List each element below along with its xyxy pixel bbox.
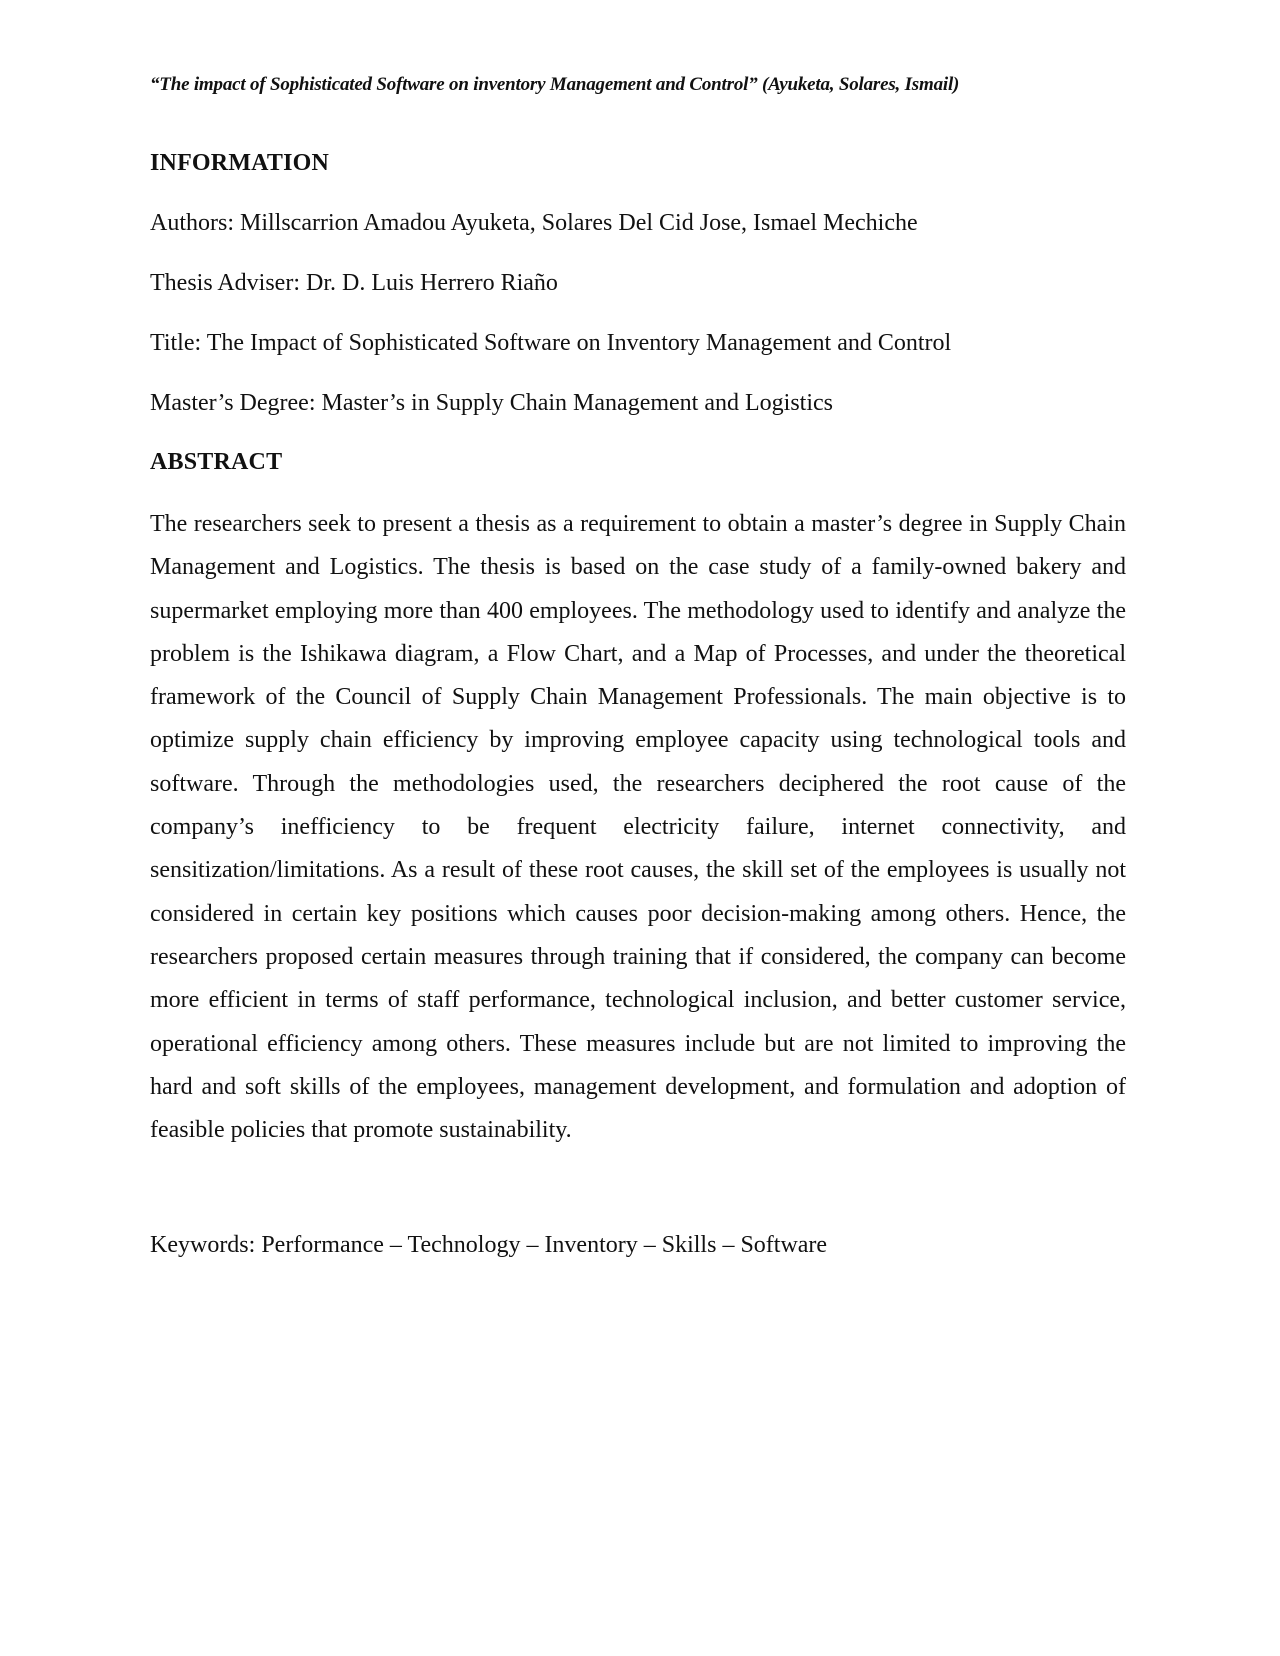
authors-line: Authors: Millscarrion Amadou Ayuketa, Solares Del Cid Jose, Ismael Mechiche [150,210,918,236]
information-heading: INFORMATION [150,150,330,176]
running-header: “The impact of Sophisticated Software on inventory Management and Control” (Ayuketa, Solares, Ismail) [150,74,960,95]
abstract-body: The researchers seek to present a thesis as a requirement to obtain a master’s degree in Supply Chain Management and Logistics. The thesis is based on the case study of a family-owned bakery and supermarket employing more than 400 employees. The methodology used to identify and analyze the problem is the Ishikawa diagram, a Flow Chart, and a Map of Processes, and under the theoretical framework of the Council of Supply Chain Management Professionals. The main objective is to optimize supply chain efficiency by improving employee capacity using technological tools and software. Through the methodologies used, the researchers deciphered the root cause of the company’s inefficiency to be frequent electricity failure, internet connectivity, and sensitization/limitations. As a result of these root causes, the skill set of the employees is usually not considered in certain key positions which causes poor decision-making among others. Hence, the researchers proposed certain measures through training that if considered, the company can become more efficient in terms of staff performance, technological inclusion, and better customer service, operational efficiency among others. These measures include but are not limited to improving the hard and soft skills of the employees, management development, and formulation and adoption of feasible policies that promote sustainability. [150,511,1126,1144]
title-line: Title: The Impact of Sophisticated Software on Inventory Management and Control [150,330,952,356]
adviser-line: Thesis Adviser: Dr. D. Luis Herrero Riaño [150,270,558,296]
keywords-line: Keywords: Performance – Technology – Inventory – Skills – Software [150,1232,828,1258]
degree-line: Master’s Degree: Master’s in Supply Chain Management and Logistics [150,390,833,416]
abstract-heading: ABSTRACT [150,449,283,475]
